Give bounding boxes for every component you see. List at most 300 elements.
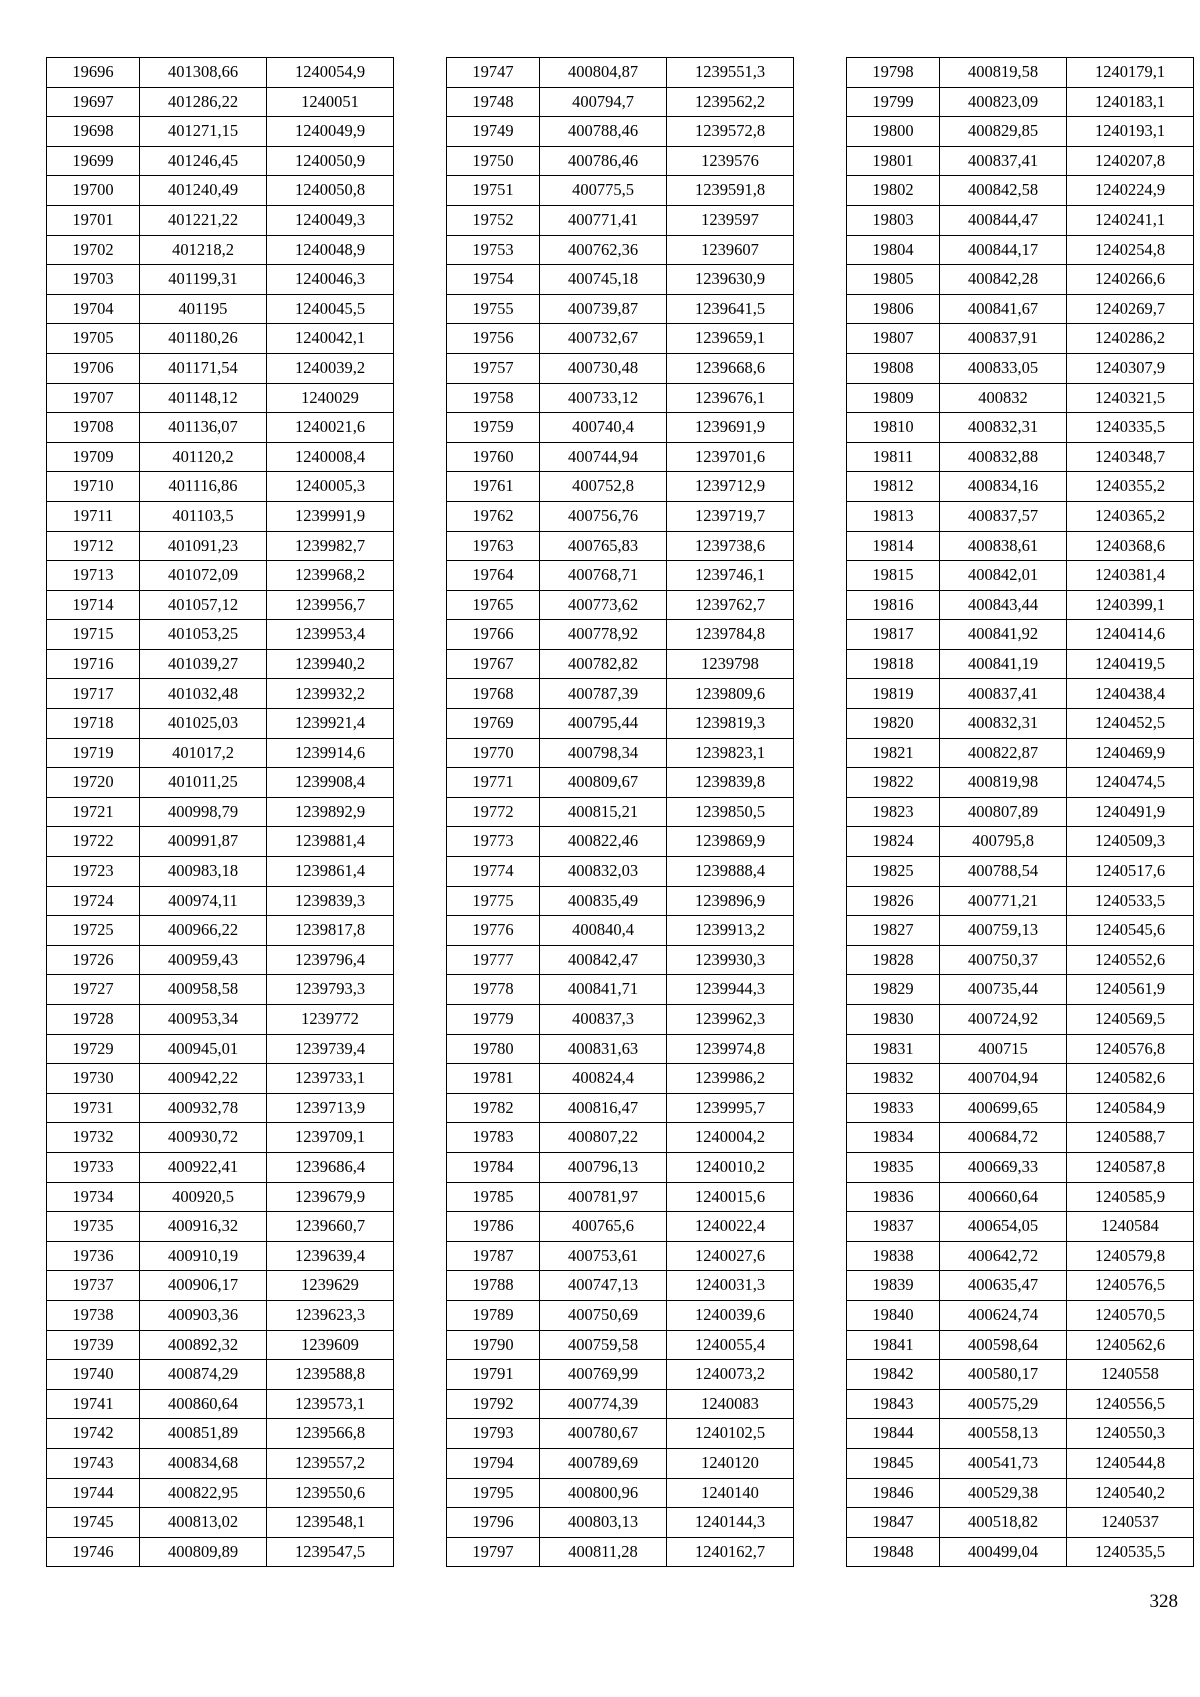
table-row [47,620,394,650]
y-coordinate-cell: 1240348,7 [1067,442,1194,472]
y-coordinate-cell: 1240004,2 [667,1123,794,1153]
x-coordinate-cell: 400822,87 [940,738,1067,768]
table-row [47,1330,394,1360]
table-row [47,945,394,975]
point-number-cell: 19807 [847,324,940,354]
y-coordinate-cell: 1240046,3 [267,265,394,295]
x-coordinate-cell: 400803,13 [540,1508,667,1538]
table-row [847,1093,1194,1123]
x-coordinate-cell: 401218,2 [140,235,267,265]
table-row [847,1448,1194,1478]
x-coordinate-cell: 400916,32 [140,1212,267,1242]
table-row [47,1271,394,1301]
point-number-cell: 19750 [447,146,540,176]
table-row [447,1034,794,1064]
y-coordinate-cell: 1240120 [667,1448,794,1478]
y-coordinate-cell: 1239850,5 [667,797,794,827]
point-number-cell: 19698 [47,117,140,147]
y-coordinate-cell: 1240438,4 [1067,679,1194,709]
y-coordinate-cell: 1240241,1 [1067,205,1194,235]
point-number-cell: 19825 [847,857,940,887]
point-number-cell: 19826 [847,886,940,916]
y-coordinate-cell: 1239784,8 [667,620,794,650]
x-coordinate-cell: 400796,13 [540,1152,667,1182]
table-row [447,590,794,620]
table-row [447,442,794,472]
table-row [447,1330,794,1360]
y-coordinate-cell: 1240049,9 [267,117,394,147]
x-coordinate-cell: 401057,12 [140,590,267,620]
table-row [447,1537,794,1567]
y-coordinate-cell: 1240183,1 [1067,87,1194,117]
point-number-cell: 19718 [47,709,140,739]
table-row [47,324,394,354]
point-number-cell: 19706 [47,353,140,383]
x-coordinate-cell: 400789,69 [540,1448,667,1478]
table-row [47,442,394,472]
table-row [447,738,794,768]
y-coordinate-cell: 1240054,9 [267,58,394,88]
y-coordinate-cell: 1240552,6 [1067,945,1194,975]
x-coordinate-cell: 400740,4 [540,413,667,443]
y-coordinate-cell: 1240355,2 [1067,472,1194,502]
point-number-cell: 19821 [847,738,940,768]
x-coordinate-cell: 400795,8 [940,827,1067,857]
y-coordinate-cell: 1240535,5 [1067,1537,1194,1567]
point-number-cell: 19743 [47,1448,140,1478]
y-coordinate-cell: 1239932,2 [267,679,394,709]
table-row [447,1360,794,1390]
table-row [847,1537,1194,1567]
x-coordinate-cell: 400809,89 [140,1537,267,1567]
point-number-cell: 19713 [47,561,140,591]
y-coordinate-cell: 1239968,2 [267,561,394,591]
table-row [447,709,794,739]
point-number-cell: 19741 [47,1389,140,1419]
table-row [447,857,794,887]
y-coordinate-cell: 1239547,5 [267,1537,394,1567]
point-number-cell: 19742 [47,1419,140,1449]
table-row [847,531,1194,561]
point-number-cell: 19820 [847,709,940,739]
point-number-cell: 19730 [47,1064,140,1094]
table-row [847,472,1194,502]
x-coordinate-cell: 400874,29 [140,1360,267,1390]
table-row [447,797,794,827]
y-coordinate-cell: 1239659,1 [667,324,794,354]
x-coordinate-cell: 400733,12 [540,383,667,413]
x-coordinate-cell: 400832 [940,383,1067,413]
y-coordinate-cell: 1240368,6 [1067,531,1194,561]
table-row [47,117,394,147]
table-row [447,975,794,1005]
table-row [847,1330,1194,1360]
x-coordinate-cell: 401032,48 [140,679,267,709]
point-number-cell: 19709 [47,442,140,472]
point-number-cell: 19777 [447,945,540,975]
x-coordinate-cell: 400774,39 [540,1389,667,1419]
table-row [47,916,394,946]
coordinate-table-3 [846,57,1194,1567]
table-row [447,945,794,975]
x-coordinate-cell: 400831,63 [540,1034,667,1064]
x-coordinate-cell: 401053,25 [140,620,267,650]
point-number-cell: 19699 [47,146,140,176]
x-coordinate-cell: 400842,28 [940,265,1067,295]
point-number-cell: 19839 [847,1271,940,1301]
x-coordinate-cell: 400787,39 [540,679,667,709]
y-coordinate-cell: 1239713,9 [267,1093,394,1123]
x-coordinate-cell: 400699,65 [940,1093,1067,1123]
table-row [847,235,1194,265]
y-coordinate-cell: 1239908,4 [267,768,394,798]
point-number-cell: 19757 [447,353,540,383]
x-coordinate-cell: 400829,85 [940,117,1067,147]
x-coordinate-cell: 400851,89 [140,1419,267,1449]
point-number-cell: 19769 [447,709,540,739]
table-row [447,1271,794,1301]
point-number-cell: 19707 [47,383,140,413]
y-coordinate-cell: 1239953,4 [267,620,394,650]
point-number-cell: 19710 [47,472,140,502]
table-row [847,1241,1194,1271]
point-number-cell: 19840 [847,1300,940,1330]
point-number-cell: 19838 [847,1241,940,1271]
table-row [847,1034,1194,1064]
table-row [847,1300,1194,1330]
point-number-cell: 19841 [847,1330,940,1360]
point-number-cell: 19787 [447,1241,540,1271]
point-number-cell: 19765 [447,590,540,620]
table-row [447,501,794,531]
page-number: 328 [1149,1591,1178,1612]
y-coordinate-cell: 1239913,2 [667,916,794,946]
point-number-cell: 19696 [47,58,140,88]
point-number-cell: 19817 [847,620,940,650]
y-coordinate-cell: 1240027,6 [667,1241,794,1271]
y-coordinate-cell: 1240050,8 [267,176,394,206]
table-row [47,649,394,679]
point-number-cell: 19776 [447,916,540,946]
table-row [447,1212,794,1242]
table-row [847,1419,1194,1449]
y-coordinate-cell: 1240569,5 [1067,1005,1194,1035]
point-number-cell: 19736 [47,1241,140,1271]
x-coordinate-cell: 400910,19 [140,1241,267,1271]
y-coordinate-cell: 1240179,1 [1067,58,1194,88]
table-row [447,768,794,798]
point-number-cell: 19846 [847,1478,940,1508]
x-coordinate-cell: 400837,41 [940,679,1067,709]
y-coordinate-cell: 1239576 [667,146,794,176]
y-coordinate-cell: 1239798 [667,649,794,679]
point-number-cell: 19711 [47,501,140,531]
table-row [47,1182,394,1212]
x-coordinate-cell: 400744,94 [540,442,667,472]
point-number-cell: 19842 [847,1360,940,1390]
y-coordinate-cell: 1239796,4 [267,945,394,975]
point-number-cell: 19801 [847,146,940,176]
y-coordinate-cell: 1240050,9 [267,146,394,176]
x-coordinate-cell: 400809,67 [540,768,667,798]
y-coordinate-cell: 1239982,7 [267,531,394,561]
point-number-cell: 19764 [447,561,540,591]
table-row [47,1064,394,1094]
x-coordinate-cell: 400903,36 [140,1300,267,1330]
y-coordinate-cell: 1239676,1 [667,383,794,413]
point-number-cell: 19800 [847,117,940,147]
y-coordinate-cell: 1240399,1 [1067,590,1194,620]
table-row [447,916,794,946]
point-number-cell: 19812 [847,472,940,502]
table-row [847,205,1194,235]
x-coordinate-cell: 400841,92 [940,620,1067,650]
point-number-cell: 19700 [47,176,140,206]
point-number-cell: 19805 [847,265,940,295]
y-coordinate-cell: 1239823,1 [667,738,794,768]
y-coordinate-cell: 1240307,9 [1067,353,1194,383]
y-coordinate-cell: 1239892,9 [267,797,394,827]
table-row [847,1389,1194,1419]
y-coordinate-cell: 1240576,5 [1067,1271,1194,1301]
x-coordinate-cell: 400840,4 [540,916,667,946]
point-number-cell: 19808 [847,353,940,383]
point-number-cell: 19746 [47,1537,140,1567]
table-row [47,975,394,1005]
y-coordinate-cell: 1240055,4 [667,1330,794,1360]
x-coordinate-cell: 400837,41 [940,146,1067,176]
y-coordinate-cell: 1239793,3 [267,975,394,1005]
table-row [47,205,394,235]
point-number-cell: 19803 [847,205,940,235]
point-number-cell: 19797 [447,1537,540,1567]
x-coordinate-cell: 400745,18 [540,265,667,295]
x-coordinate-cell: 400684,72 [940,1123,1067,1153]
point-number-cell: 19734 [47,1182,140,1212]
table-row [447,1478,794,1508]
point-number-cell: 19702 [47,235,140,265]
x-coordinate-cell: 400775,5 [540,176,667,206]
x-coordinate-cell: 400575,29 [940,1389,1067,1419]
point-number-cell: 19844 [847,1419,940,1449]
x-coordinate-cell: 400998,79 [140,797,267,827]
point-number-cell: 19714 [47,590,140,620]
table-row [47,58,394,88]
y-coordinate-cell: 1239896,9 [667,886,794,916]
table-row [447,117,794,147]
x-coordinate-cell: 401180,26 [140,324,267,354]
y-coordinate-cell: 1239974,8 [667,1034,794,1064]
table-row [847,442,1194,472]
y-coordinate-cell: 1240039,6 [667,1300,794,1330]
y-coordinate-cell: 1239839,3 [267,886,394,916]
point-number-cell: 19818 [847,649,940,679]
y-coordinate-cell: 1240452,5 [1067,709,1194,739]
point-number-cell: 19793 [447,1419,540,1449]
table-row [847,1271,1194,1301]
point-number-cell: 19755 [447,294,540,324]
table-row [847,265,1194,295]
point-number-cell: 19723 [47,857,140,887]
x-coordinate-cell: 400765,6 [540,1212,667,1242]
point-number-cell: 19770 [447,738,540,768]
table-row [47,709,394,739]
table-row [47,146,394,176]
point-number-cell: 19775 [447,886,540,916]
y-coordinate-cell: 1239686,4 [267,1152,394,1182]
y-coordinate-cell: 1240021,6 [267,413,394,443]
point-number-cell: 19749 [447,117,540,147]
point-number-cell: 19708 [47,413,140,443]
x-coordinate-cell: 400771,41 [540,205,667,235]
point-number-cell: 19703 [47,265,140,295]
point-number-cell: 19802 [847,176,940,206]
x-coordinate-cell: 400794,7 [540,87,667,117]
point-number-cell: 19831 [847,1034,940,1064]
table-row [847,679,1194,709]
point-number-cell: 19728 [47,1005,140,1035]
point-number-cell: 19726 [47,945,140,975]
point-number-cell: 19809 [847,383,940,413]
y-coordinate-cell: 1239550,6 [267,1478,394,1508]
table-row [847,1360,1194,1390]
point-number-cell: 19705 [47,324,140,354]
y-coordinate-cell: 1239572,8 [667,117,794,147]
point-number-cell: 19716 [47,649,140,679]
table-row [47,1537,394,1567]
y-coordinate-cell: 1239956,7 [267,590,394,620]
x-coordinate-cell: 400815,21 [540,797,667,827]
point-number-cell: 19737 [47,1271,140,1301]
table-row [847,176,1194,206]
table-row [847,1508,1194,1538]
y-coordinate-cell: 1240585,9 [1067,1182,1194,1212]
y-coordinate-cell: 1240022,4 [667,1212,794,1242]
y-coordinate-cell: 1240010,2 [667,1152,794,1182]
x-coordinate-cell: 400930,72 [140,1123,267,1153]
coordinate-table-1 [46,57,394,1567]
table-row [47,1419,394,1449]
point-number-cell: 19768 [447,679,540,709]
x-coordinate-cell: 400778,92 [540,620,667,650]
x-coordinate-cell: 400529,38 [940,1478,1067,1508]
y-coordinate-cell: 1240015,6 [667,1182,794,1212]
table-row [847,857,1194,887]
y-coordinate-cell: 1239733,1 [267,1064,394,1094]
y-coordinate-cell: 1239691,9 [667,413,794,443]
table-row [847,886,1194,916]
point-number-cell: 19772 [447,797,540,827]
point-number-cell: 19845 [847,1448,940,1478]
y-coordinate-cell: 1240517,6 [1067,857,1194,887]
x-coordinate-cell: 400798,34 [540,738,667,768]
table-row [47,1241,394,1271]
y-coordinate-cell: 1240039,2 [267,353,394,383]
point-number-cell: 19832 [847,1064,940,1094]
point-number-cell: 19796 [447,1508,540,1538]
point-number-cell: 19756 [447,324,540,354]
x-coordinate-cell: 400807,89 [940,797,1067,827]
y-coordinate-cell: 1239881,4 [267,827,394,857]
point-number-cell: 19717 [47,679,140,709]
x-coordinate-cell: 400844,17 [940,235,1067,265]
point-number-cell: 19848 [847,1537,940,1567]
x-coordinate-cell: 400837,91 [940,324,1067,354]
point-number-cell: 19833 [847,1093,940,1123]
y-coordinate-cell: 1240140 [667,1478,794,1508]
point-number-cell: 19811 [847,442,940,472]
x-coordinate-cell: 401199,31 [140,265,267,295]
table-row [447,620,794,650]
y-coordinate-cell: 1240545,6 [1067,916,1194,946]
table-row [47,1448,394,1478]
point-number-cell: 19739 [47,1330,140,1360]
point-number-cell: 19735 [47,1212,140,1242]
y-coordinate-cell: 1239588,8 [267,1360,394,1390]
x-coordinate-cell: 400541,73 [940,1448,1067,1478]
x-coordinate-cell: 401039,27 [140,649,267,679]
table-row [447,1182,794,1212]
x-coordinate-cell: 401091,23 [140,531,267,561]
table-row [847,1064,1194,1094]
x-coordinate-cell: 400800,96 [540,1478,667,1508]
y-coordinate-cell: 1240102,5 [667,1419,794,1449]
table-row [47,886,394,916]
x-coordinate-cell: 400945,01 [140,1034,267,1064]
x-coordinate-cell: 400983,18 [140,857,267,887]
point-number-cell: 19778 [447,975,540,1005]
table-row [447,413,794,443]
x-coordinate-cell: 400558,13 [940,1419,1067,1449]
table-row [447,1448,794,1478]
point-number-cell: 19724 [47,886,140,916]
table-row [447,1241,794,1271]
y-coordinate-cell: 1239772 [267,1005,394,1035]
table-row [447,1389,794,1419]
x-coordinate-cell: 400922,41 [140,1152,267,1182]
table-row [447,1005,794,1035]
point-number-cell: 19785 [447,1182,540,1212]
y-coordinate-cell: 1240576,8 [1067,1034,1194,1064]
x-coordinate-cell: 400841,19 [940,649,1067,679]
y-coordinate-cell: 1240269,7 [1067,294,1194,324]
table-row [847,324,1194,354]
table-row [47,679,394,709]
point-number-cell: 19767 [447,649,540,679]
point-number-cell: 19758 [447,383,540,413]
table-row [47,857,394,887]
y-coordinate-cell: 1239991,9 [267,501,394,531]
x-coordinate-cell: 401286,22 [140,87,267,117]
point-number-cell: 19744 [47,1478,140,1508]
point-number-cell: 19804 [847,235,940,265]
y-coordinate-cell: 1240048,9 [267,235,394,265]
x-coordinate-cell: 400804,87 [540,58,667,88]
y-coordinate-cell: 1239809,6 [667,679,794,709]
y-coordinate-cell: 1240584 [1067,1212,1194,1242]
x-coordinate-cell: 401011,25 [140,768,267,798]
y-coordinate-cell: 1239566,8 [267,1419,394,1449]
table-row [47,1005,394,1035]
y-coordinate-cell: 1240207,8 [1067,146,1194,176]
point-number-cell: 19837 [847,1212,940,1242]
table-row [447,1093,794,1123]
table-row [47,797,394,827]
table-row [47,265,394,295]
x-coordinate-cell: 400704,94 [940,1064,1067,1094]
y-coordinate-cell: 1240556,5 [1067,1389,1194,1419]
table-row [847,1212,1194,1242]
